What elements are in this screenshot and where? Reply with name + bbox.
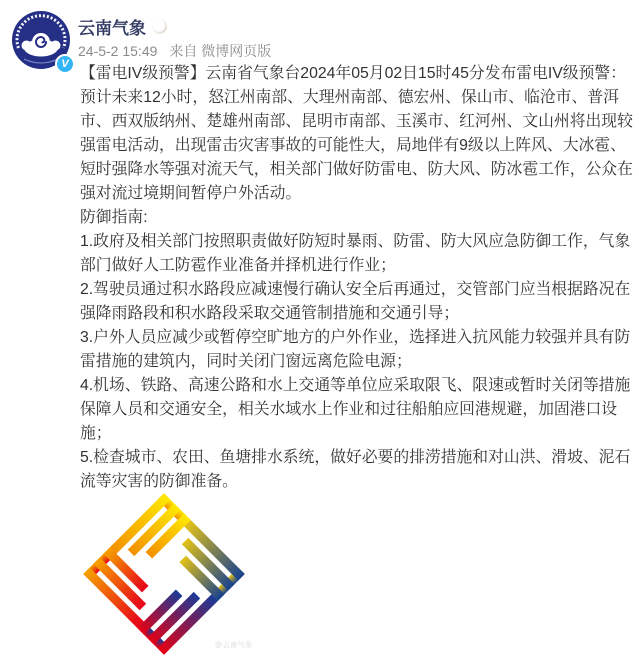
author-name[interactable]: 云南气象	[78, 19, 146, 38]
content-paragraph: 2.驾驶员通过积水路段应减速慢行确认安全后再通过，交管部门应当根据路况在强降雨路段和积水路段采取交通管制措施和交通引导；	[80, 281, 631, 322]
early-warning-diamond-logo	[80, 490, 248, 658]
image-watermark: @云南气象	[215, 642, 253, 649]
verified-badge-icon: V	[55, 54, 75, 74]
post-text	[80, 62, 634, 494]
content-paragraph: 5.检查城市、农田、鱼塘排水系统，做好必要的排涝措施和对山洪、滑坡、泥石流等灾害的防御准备。	[80, 449, 631, 490]
attachment-image[interactable]	[80, 490, 248, 658]
avatar[interactable]	[10, 9, 72, 71]
post-meta	[78, 41, 271, 61]
content-paragraph: 防御指南:	[80, 209, 148, 226]
source-link[interactable]: 微博网页版	[201, 43, 272, 59]
source-prefix: 来自	[169, 43, 198, 59]
content-paragraph: 1.政府及相关部门按照职责做好防短时暴雨、防雷、防大风应急防御工作，气象部门做好人工防雹作业准备并择机进行作业；	[80, 233, 631, 274]
timestamp-link[interactable]: 24-5-2 15:49	[78, 43, 158, 59]
rainbow-flower-emoji	[152, 19, 167, 34]
content-paragraph: 3.户外人员应减少或暂停空旷地方的户外作业，选择进入抗风能力较强并具有防雷措施的建筑内，同时关闭门窗远离危险电源；	[80, 329, 631, 370]
content-paragraph: 4.机场、铁路、高速公路和水上交通等单位应采取限飞、限速或暂时关闭等措施保障人员和交通安全，相关水域水上作业和过往船舶应回港规避，加固港口设施；	[80, 377, 631, 442]
content-paragraph: 【雷电IV级预警】云南省气象台2024年05月02日15时45分发布雷电IV级预警：预计未来12小时，怒江州南部、大理州南部、德宏州、保山市、临沧市、普洱市、西双版纳州、楚雄州南部、昆明市南部、玉溪市、红河州、文山州将出现较强雷电活动，出现雷击灾害事故的可能性大，局地伴有9级以上阵风、大冰雹、短时强降水等强对流天气，相关部门做好防雷电、防大风、防冰雹工作，公众在强对流过境期间暂停户外活动。	[80, 65, 633, 202]
author-row	[78, 14, 167, 39]
